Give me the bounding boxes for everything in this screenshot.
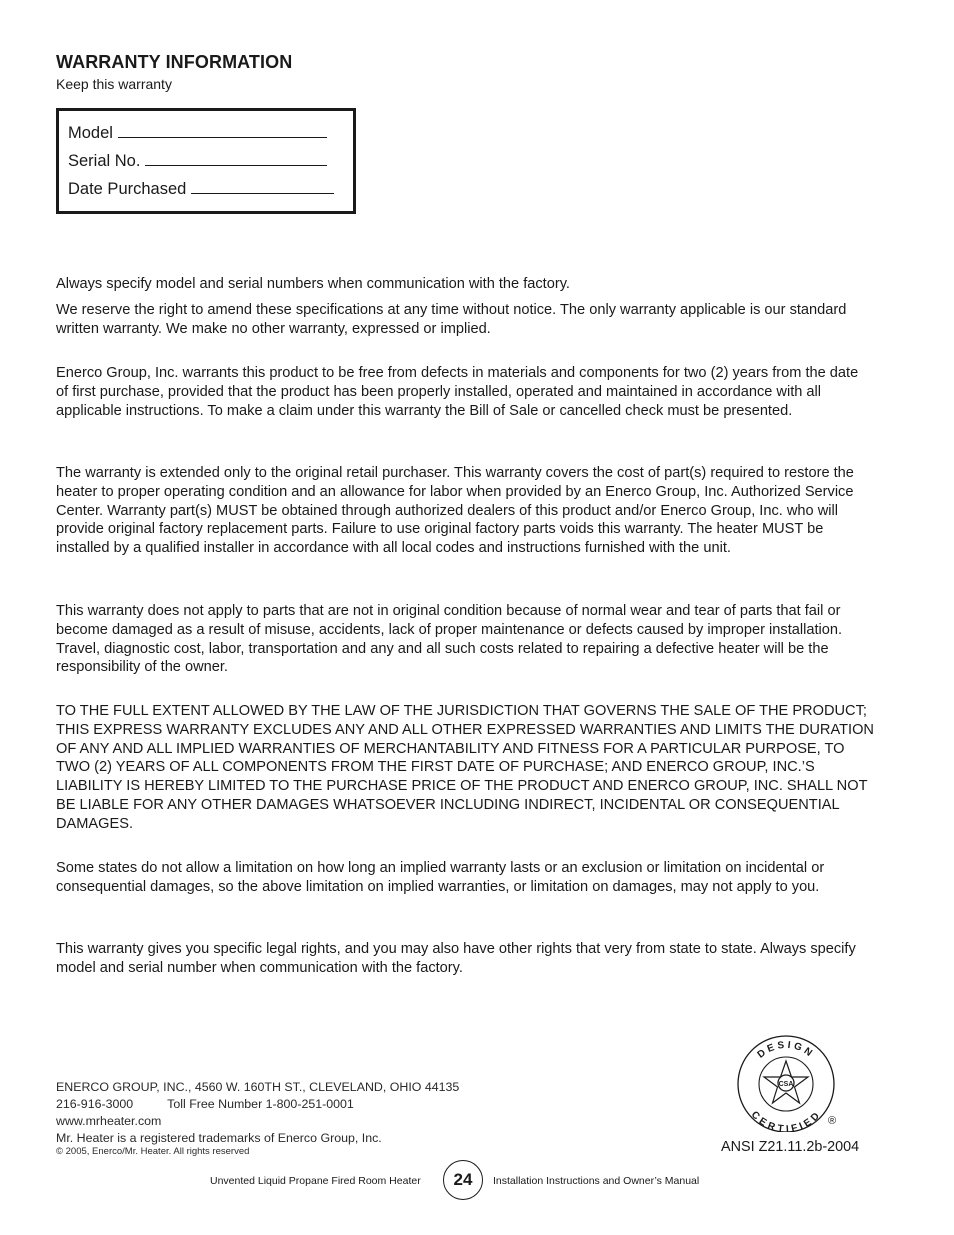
serial-blank-line (145, 151, 327, 166)
company-phone: 216-916-3000 (56, 1097, 134, 1111)
seal-center-text: CSA (778, 1081, 794, 1088)
paragraph-reserve-right: We reserve the right to amend these specifications at any time without notice. The only warranty applicable is our standard written warranty. We make no other warranty, expressed or implied. (56, 302, 847, 337)
model-row (68, 123, 327, 143)
paragraph-state-limitations: Some states do not allow a limitation on how long an implied warranty lasts or an exclusion or limitation on incidental or consequential damages, so the above limitation on implied warranties, or limitation on damages, may not apply to you. (56, 860, 825, 895)
page-title: WARRANTY INFORMATION (56, 52, 293, 72)
model-label: Model (68, 124, 113, 142)
paragraph-specify-model: Always specify model and serial numbers when communication with the factory. (56, 276, 570, 292)
model-blank-line (118, 123, 327, 138)
paragraph-exclusions: This warranty does not apply to parts that are not in original condition because of normal wear and tear of parts that fail or become damaged as a result of misuse, accidents, lack of proper maintenance or defects caused by improper installation. Travel, diagnostic cost, labor, transportation and any and all such costs related to repairing a defective heater will be the responsibility of the owner. (56, 603, 843, 676)
serial-label: Serial No. (68, 152, 141, 170)
date-blank-line (191, 179, 334, 194)
paragraph-liability-limit: TO THE FULL EXTENT ALLOWED BY THE LAW OF THE JURISDICTION THAT GOVERNS THE SALE OF THE PRODUCT; THIS EXPRESS WARRANTY EXCLUDES ANY AND ALL OTHER EXPRESSED WARRANTIES AND LIMITS THE DURATION OF ANY AND ALL IMPLIED WARRANTIES OF MERCHANTABILITY AND FITNESS FOR A PARTICULAR PURPOSE, TO TWO (2) YEARS OF ALL COMPONENTS FROM THE FIRST DATE OF PURCHASE; AND ENERCO GROUP, INC.’S LIABILITY IS HEREBY LIMITED TO THE PURCHASE PRICE OF THE PRODUCT AND ENERCO GROUP, INC. SHALL NOT BE LIABLE FOR ANY OTHER DAMAGES WHATSOEVER INCLUDING INDIRECT, INCIDENTAL OR CONSEQUENTIAL DAMAGES. (56, 703, 874, 832)
trademark-notice: Mr. Heater is a registered trademarks of Enerco Group, Inc. (56, 1131, 382, 1145)
paragraph-warranty-terms: Enerco Group, Inc. warrants this product to be free from defects in materials and components for two (2) years from the date of first purchase, provided that the product has been properly installed, operated and maintained in accordance with all applicable instructions. To make a claim under this warranty the Bill of Sale or cancelled check must be presented. (56, 365, 859, 419)
paragraph-original-purchaser: The warranty is extended only to the original retail purchaser. This warranty covers the cost of part(s) required to restore the heater to proper operating condition and an allowance for labor when provided by an Enerco Group, Inc. Authorized Service Center. Warranty part(s) MUST be obtained through authorized dealers of this product and/or Enerco Group, Inc. who will provide original factory replacement parts. Failure to use original factory parts voids this warranty. The heater MUST be installed by a qualified installer in accordance with all local codes and instructions furnished with the unit. (56, 465, 854, 557)
registered-mark: ® (828, 1115, 837, 1127)
company-toll-free: Toll Free Number 1-800-251-0001 (167, 1097, 354, 1111)
footer-right-title: Installation Instructions and Owner’s Manual (493, 1175, 700, 1187)
svg-text:CERTIFIED (748, 1110, 823, 1132)
date-purchased-label: Date Purchased (68, 180, 187, 198)
company-website: www.mrheater.com (56, 1114, 162, 1128)
warranty-record-box (56, 108, 356, 214)
footer-left-title: Unvented Liquid Propane Fired Room Heater (210, 1175, 421, 1187)
copyright-notice: © 2005, Enerco/Mr. Heater. All rights reserved (56, 1146, 250, 1157)
page-number: 24 (443, 1160, 483, 1200)
company-address: ENERCO GROUP, INC., 4560 W. 160TH ST., CLEVELAND, OHIO 44135 (56, 1080, 460, 1094)
design-certified-seal-icon (736, 1034, 842, 1132)
page-subtitle: Keep this warranty (56, 76, 172, 92)
date-row (68, 179, 334, 199)
seal-bottom-text: CERTIFIED (748, 1109, 824, 1132)
serial-row (68, 151, 327, 171)
seal-top-text: DESIGN (755, 1039, 817, 1061)
company-phone-line (56, 1097, 354, 1111)
ansi-standard: ANSI Z21.11.2b-2004 (721, 1139, 860, 1155)
paragraph-legal-rights: This warranty gives you specific legal rights, and you may also have other rights that very from state to state. Always specify model and serial number when communication with the factory. (56, 941, 856, 976)
